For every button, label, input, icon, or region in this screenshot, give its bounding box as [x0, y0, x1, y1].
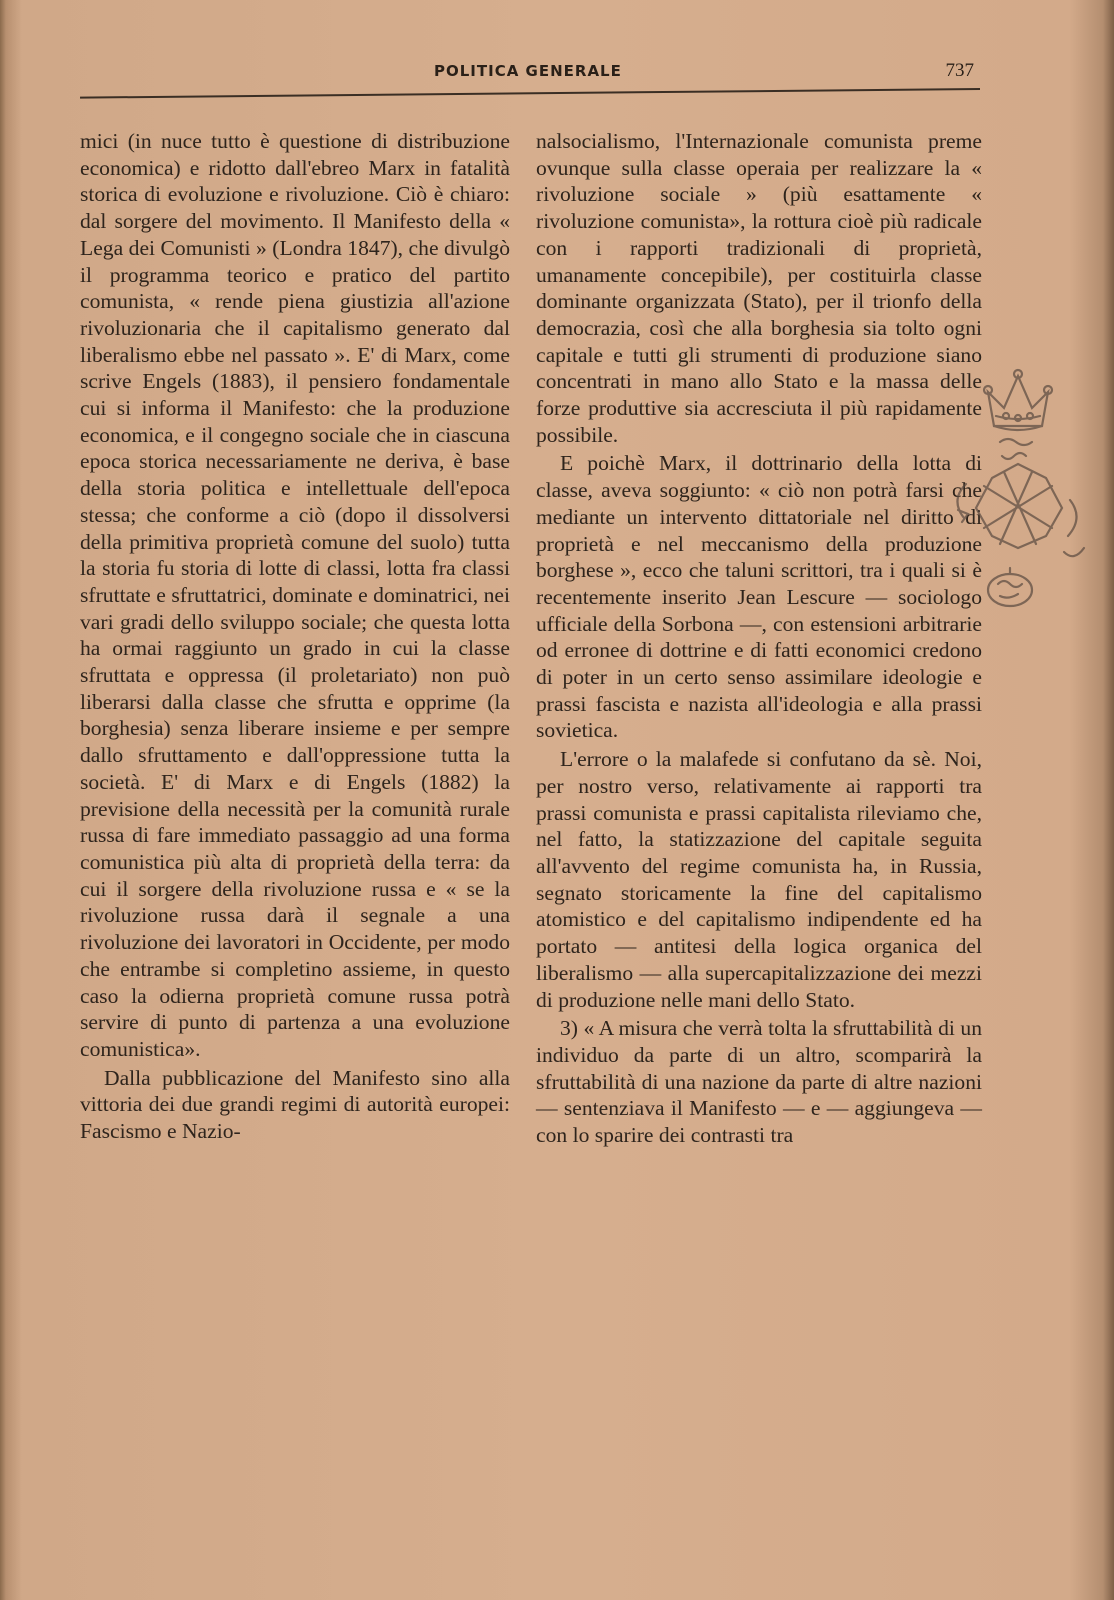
left-column — [80, 128, 510, 1145]
running-head — [84, 60, 980, 90]
paragraph: E poichè Marx, il dottrinario della lotta di classe, aveva soggiunto: « ciò non potrà farsi che mediante un intervento dittatoriale nel diritto di proprietà e nel meccanismo della produzione borghese », ecco che taluni scrittori, tra i quali si è recentemente inserito Jean Lescure — sociologo ufficiale della Sorbona —, con estensioni arbitrarie od erronee di dottrine e di fatti economici credono di poter in un certo senso assimilare ideologie e prassi fascista e nazista all'ideologia e alla prassi sovietica. — [536, 451, 982, 743]
paragraph: nalsocialismo, l'Internazionale comunista preme ovunque sulla classe operaia per realizzare la « rivoluzione sociale » (più esattamente « rivoluzione comunista», la rottura cioè più radicale con i rapporti tradizionali di proprietà, umanamente concepibile), per costituirla classe dominante organizzata (Stato), per il trionfo della democrazia, così che alla borghesia sia tolto ogni capitale e tutti gli strumenti di produzione siano concentrati in mano allo Stato e la massa delle forze produttive sia accresciuta il più rapidamente possibile. — [536, 129, 982, 447]
paragraph: 3) « A misura che verrà tolta la sfruttabilità di un individuo da parte di un altro, scomparirà la sfruttabilità di una nazione da parte di altre nazioni — sentenziava il Manifesto — e — aggiungeva — con lo sparire dei contrasti tra — [536, 1016, 982, 1148]
paragraph: Dalla pubblicazione del Manifesto sino alla vittoria dei due grandi regimi di autorità europei: Fascismo e Nazio- — [80, 1065, 510, 1144]
right-column — [536, 128, 982, 1149]
running-title: POLITICA GENERALE — [434, 62, 622, 80]
crown-seal-stamp-icon — [944, 368, 1094, 638]
paragraph: mici (in nuce tutto è questione di distribuzione economica) e ridotto dall'ebreo Marx in fatalità storica di evoluzione e rivoluzione. Ciò è chiaro: dal sorgere del movimento. Il Manifesto della « Lega dei Comunisti » (Londra 1847), che divulgò il programma teorico e pratico del partito comunista, « rende piena giustizia all'azione rivoluzionaria che il capitalismo generato dal liberalismo ebbe nel passato ». E' di Marx, come scrive Engels (1883), il pensiero fondamentale cui si informa il Manifesto: che la produzione economica, e il congegno sociale che in ciascuna epoca storica necessariamente ne deriva, è base della storia politica e intellettuale dell'epoca stessa; che conforme a ciò (dopo il dissolversi della primitiva proprietà comune del suolo) tutta la storia fu storia di lotte di classi, lotta fra classi sfruttate e sfruttatrici, dominate e dominatrici, nei vari gradi dello sviluppo sociale; che questa lotta ha ormai raggiunto un grado in cui la classe sfruttata e oppressa (il proletariato) non può liberarsi dalla classe che sfrutta e opprime (la borghesia) senza liberare insieme e per sempre dallo sfruttamento e dall'oppressione tutta la società. E' di Marx e di Engels (1882) la previsione della necessità per la comunità rurale russa di fare immediato passaggio ad una forma comunistica più alta di proprietà della terra: da cui il sorgere della rivoluzione russa e « se la rivoluzione russa darà il segnale a una rivoluzione dei lavoratori in Occidente, per modo che entrambe si completino assieme, in questo caso la odierna proprietà comune russa potrà servire di punto di partenza a una evoluzione comunistica». — [80, 129, 510, 1061]
page-number: 737 — [945, 60, 974, 81]
paragraph: L'errore o la malafede si confutano da sè. Noi, per nostro verso, relativamente ai rapporti tra prassi comunista e prassi capitalista rileviamo che, nel fatto, la statizzazione del capitale seguita all'avvento del regime comunista ha, in Russia, segnato storicamente la fine del capitalismo atomistico e del capitalismo indipendente ed ha portato — antitesi della logica organica del liberalismo — alla supercapitalizzazione dei mezzi di produzione nelle mani dello Stato. — [536, 747, 982, 1012]
